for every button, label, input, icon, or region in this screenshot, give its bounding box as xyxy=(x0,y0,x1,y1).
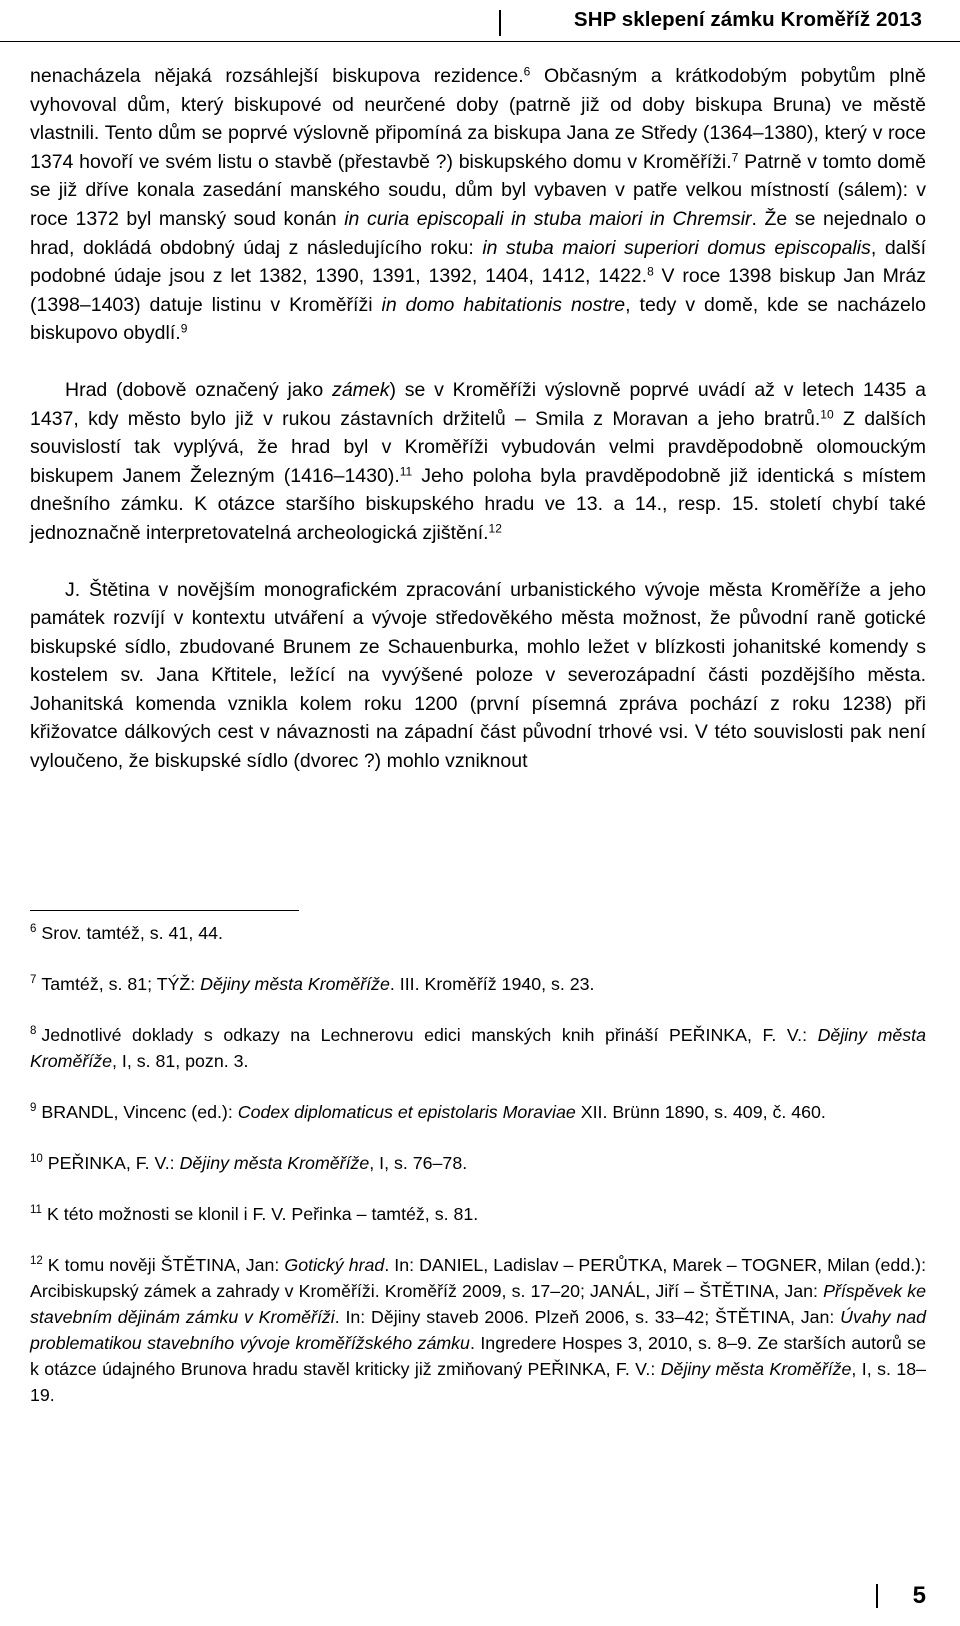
footnote-number: 12 xyxy=(30,1255,43,1268)
italic-text: Úvahy nad problematikou stavebního vývoje kroměřížského zámku xyxy=(30,1307,926,1353)
footnote-ref: 7 xyxy=(731,150,739,165)
paragraph xyxy=(30,376,926,548)
text-run: Hrad (dobově označený jako xyxy=(65,378,333,401)
footnote-number: 11 xyxy=(30,1204,42,1217)
footnote xyxy=(30,1201,926,1227)
page-number: 5 xyxy=(912,1582,926,1609)
text-run: XII. Brünn 1890, s. 409, č. 460. xyxy=(575,1102,826,1122)
text-run: , další podobné údaje jsou z let 1382, 1390, 1391, 1392, 1404, 1412, 1422. xyxy=(30,236,927,288)
italic-text: Příspěvek ke stavebním dějinám zámku v Kroměříži xyxy=(30,1281,927,1327)
text-run: Jednotlivé doklady s odkazy na Lechnerovu edici manských knih přináší PEŘINKA, F. V.: xyxy=(41,1025,818,1045)
footnote xyxy=(30,1150,926,1176)
text-run: K této možnosti se klonil i F. V. Peřinka – tamtéž, s. 81. xyxy=(46,1204,479,1224)
paragraph xyxy=(30,576,926,776)
italic-text: Dějiny města Kroměříže xyxy=(30,1025,926,1071)
text-run: . Že se nejednalo o hrad, dokládá obdobný údaj z následujícího roku: xyxy=(30,207,926,259)
footnote-number: 7 xyxy=(30,974,37,987)
footnote-ref: 12 xyxy=(488,521,502,536)
text-run: K tomu nověji ŠTĚTINA, Jan: xyxy=(47,1255,285,1275)
footnote-ref: 11 xyxy=(399,464,413,479)
footnote-number: 9 xyxy=(30,1102,37,1115)
footnote xyxy=(30,1022,926,1074)
footnote-ref: 9 xyxy=(180,321,188,336)
italic-text: in stuba maiori superiori domus episcopalis xyxy=(482,236,871,259)
header-divider-bar xyxy=(499,10,501,36)
italic-text: Gotický hrad xyxy=(284,1255,385,1275)
italic-text: Dějiny města Kroměříže xyxy=(179,1153,370,1173)
text-run: Z dalších souvislostí tak vyplývá, že hrad byl v Kroměříži vybudován velmi pravděpodobně olomouckým biskupem Janem Železným (1416–1430). xyxy=(30,407,926,487)
text-run: Jeho poloha byla pravděpodobně již identická s místem dnešního zámku. K otázce staršího biskupského hradu ve 13. a 14., resp. 15. století chybí také jednoznačně interpretovatelná archeologická zjištění. xyxy=(30,464,926,544)
italic-text: Codex diplomaticus et epistolaris Moraviae xyxy=(237,1102,576,1122)
paragraph xyxy=(30,62,926,348)
text-run: Občasným a krátkodobým pobytům plně vyhovoval dům, který biskupové od neurčené doby (patrně již od doby biskupa Bruna) ve městě vlastnili. Tento dům se poprvé výslovně připomíná za biskupa Jana ze Středy (1364–1380), který v roce 1374 hovoří ve svém listu o stavbě (přestavbě ?) biskupského domu v Kroměříži. xyxy=(30,65,926,173)
text-run: . III. Kroměříž 1940, s. 23. xyxy=(389,974,595,994)
running-header-title: SHP sklepení zámku Kroměříž 2013 xyxy=(573,8,922,31)
footnote-ref: 6 xyxy=(523,64,531,79)
text-run: J. Štětina v novějším monografickém zpracování urbanistického vývoje města Kroměříže a jeho památek rozvíjí v kontextu utváření a vývoje středověkého města možnost, že původní raně gotické biskupské sídlo, zbudované Brunem ze Schauenburka, mohlo ležet v blízkosti johanitské komendy s kostelem sv. Jana Křtitele, ležící na vyvýšené poloze v severozápadní části pozdějšího města. Johanitská komenda vznikla kolem roku 1200 (první písemná zpráva pochází z roku 1238) při křižovatce dálkových cest v návaznosti na západní část původní trhové vsi. V této souvislosti pak není vyloučeno, že biskupské sídlo (dvorec ?) mohlo vzniknout xyxy=(30,578,926,773)
footnote xyxy=(30,1252,926,1408)
footnote-ref: 10 xyxy=(820,406,834,421)
text-run: BRANDL, Vincenc (ed.): xyxy=(41,1102,238,1122)
header-rule xyxy=(0,41,960,42)
footnote-ref: 8 xyxy=(647,264,654,279)
text-run: , I, s. 76–78. xyxy=(369,1153,468,1173)
italic-text: zámek xyxy=(332,378,390,401)
text-run: nenacházela nějaká rozsáhlejší biskupova rezidence. xyxy=(30,65,524,87)
footnote xyxy=(30,1099,926,1125)
text-run: ) se v Kroměříži výslovně poprvé uvádí až v letech 1435 a 1437, kdy město bylo již v rukou zástavních držitelů – Smila z Moravan a jeho bratrů. xyxy=(30,378,926,430)
italic-text: Dějiny města Kroměříže xyxy=(660,1359,852,1379)
text-run: . In: Dějiny staveb 2006. Plzeň 2006, s. 33–42; ŠTĚTINA, Jan: xyxy=(334,1307,841,1327)
footnote-number: 6 xyxy=(30,923,37,936)
text-run: . Ingredere Hospes 3, 2010, s. 8–9. Ze starších autorů se k otázce údajného Brunova hradu stavěl kriticky již zmiňovaný PEŘINKA, F. V.: xyxy=(30,1333,926,1379)
italic-text: Dějiny města Kroměříže xyxy=(200,974,390,994)
page-number-bar xyxy=(876,1584,878,1608)
footnote-number: 10 xyxy=(30,1153,43,1166)
text-run: , I, s. 18–19. xyxy=(30,1359,926,1405)
text-run: , tedy v domě, kde se nacházelo biskupovo obydlí. xyxy=(30,293,927,345)
main-text xyxy=(30,62,926,776)
text-run: Tamtéž, s. 81; TÝŽ: xyxy=(41,974,201,994)
footnote-number: 8 xyxy=(30,1025,37,1038)
footnotes xyxy=(30,920,926,1433)
italic-text: in domo habitationis nostre xyxy=(381,293,626,316)
text-run: V roce 1398 biskup Jan Mráz (1398–1403) datuje listinu v Kroměříži xyxy=(30,265,926,316)
page-header xyxy=(0,6,960,48)
text-run: PEŘINKA, F. V.: xyxy=(47,1153,180,1173)
text-run: Patrně v tomto domě se již dříve konala zasedání manského soudu, dům byl vybaven v patře velkou místností (sálem): v roce 1372 byl manský soud konán xyxy=(30,150,927,230)
italic-text: in curia episcopali in stuba maiori in Chremsir xyxy=(344,207,752,230)
text-run: Srov. tamtéž, s. 41, 44. xyxy=(41,923,223,943)
footnote xyxy=(30,971,926,997)
footnote-separator xyxy=(30,910,299,911)
text-run: . In: DANIEL, Ladislav – PERŮTKA, Marek – TOGNER, Milan (edd.): Arcibiskupský zámek a zahrady v Kroměříži. Kroměříž 2009, s. 17–20; JANÁL, Jiří – ŠTĚTINA, Jan: xyxy=(30,1255,927,1301)
text-run: , I, s. 81, pozn. 3. xyxy=(112,1051,249,1071)
footnote xyxy=(30,920,926,946)
